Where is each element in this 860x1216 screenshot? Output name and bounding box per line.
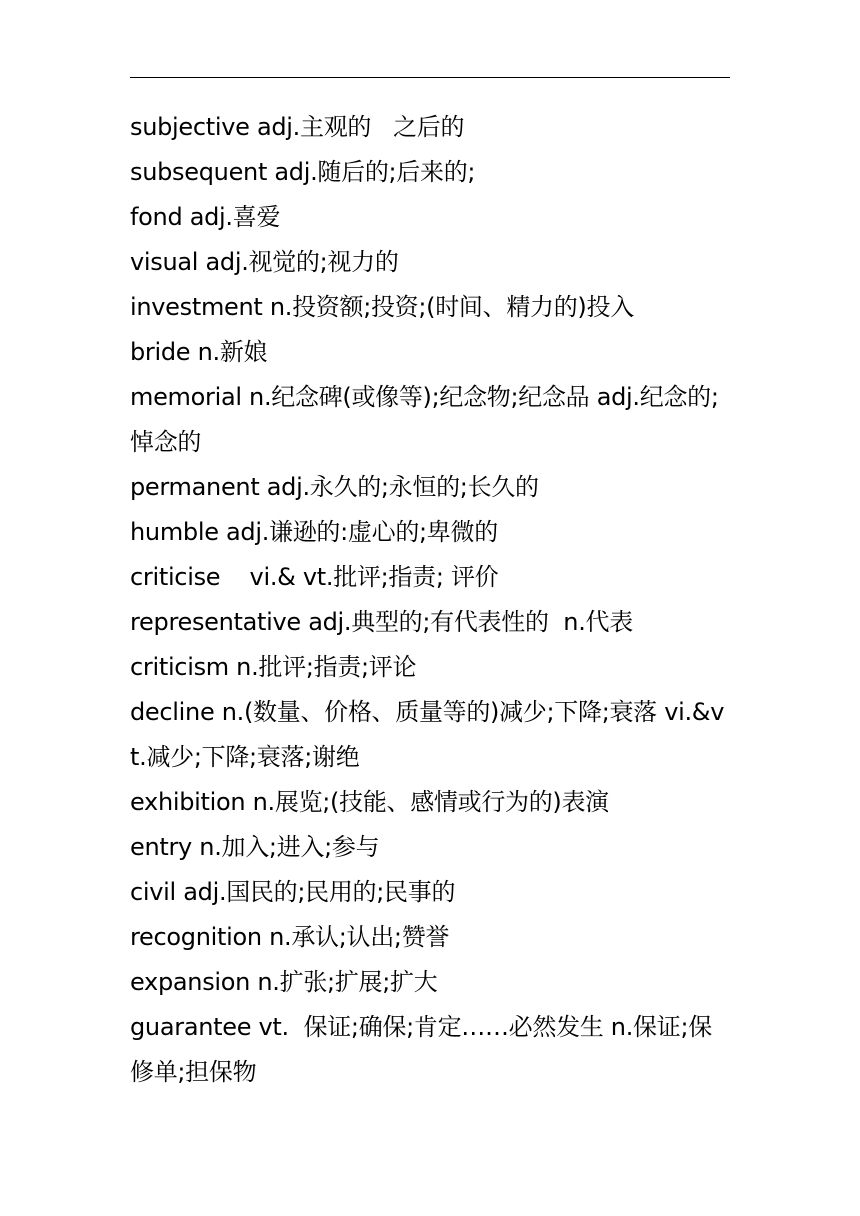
vocab-entry: subsequent adj.随后的;后来的; (130, 158, 476, 186)
vocab-entry: civil adj.国民的;民用的;民事的 (130, 878, 456, 906)
vocab-entry: investment n.投资额;投资;(时间、精力的)投入 (130, 293, 634, 321)
vocab-entry: entry n.加入;进入;参与 (130, 833, 380, 861)
vocab-entry: recognition n.承认;认出;赞誉 (130, 923, 450, 951)
vocab-entry: criticise vi.& vt.批评;指责; 评价 (130, 563, 499, 591)
vocab-entry: subjective adj.主观的 之后的 (130, 113, 465, 141)
vocab-entry: visual adj.视觉的;视力的 (130, 248, 399, 276)
header-rule (130, 77, 730, 78)
vocab-entry: exhibition n.展览;(技能、感情或行为的)表演 (130, 788, 609, 816)
vocab-entry: permanent adj.永久的;永恒的;长久的 (130, 473, 539, 501)
vocab-entry: fond adj.喜爱 (130, 203, 281, 231)
vocab-entry: bride n.新娘 (130, 338, 268, 366)
vocab-entry: representative adj.典型的;有代表性的 n.代表 (130, 608, 633, 636)
vocab-entry: expansion n.扩张;扩展;扩大 (130, 968, 438, 996)
vocab-entry: decline n.(数量、价格、质量等的)减少;下降;衰落 vi.&vt.减少;下降;衰落;谢绝 (130, 698, 725, 771)
vocab-entry: guarantee vt. 保证;确保;肯定……必然发生 n.保证;保修单;担保物 (130, 1013, 712, 1086)
vocabulary-list (130, 105, 735, 1095)
vocab-entry: humble adj.谦逊的:虚心的;卑微的 (130, 518, 498, 546)
vocab-entry: memorial n.纪念碑(或像等);纪念物;纪念品 adj.纪念的;悼念的 (130, 383, 719, 456)
vocab-entry: criticism n.批评;指责;评论 (130, 653, 417, 681)
